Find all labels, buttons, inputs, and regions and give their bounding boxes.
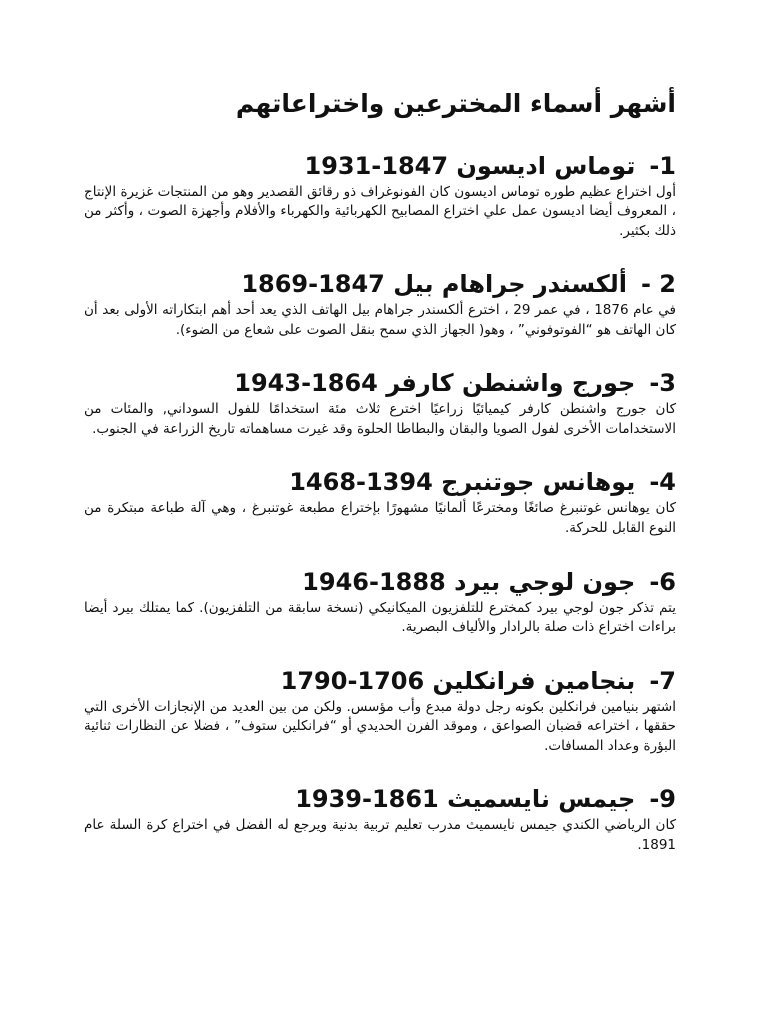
- entry-heading: [84, 467, 676, 497]
- inventor-entry: [84, 567, 676, 638]
- document-page: [84, 88, 676, 884]
- entry-description: اشتهر بنيامين فرانكلين بكونه رجل دولة مبدع وأب مؤسس. ولكن من بين العديد من الإنجازات الأخرى التي حققها ، اختراعه قضبان الصواعق ، وموقد الفرن الحديدي أو “فرانكلين ستوف” ، فضلا عن النظارات ثنائية البؤرة وعداد المسافات.: [84, 698, 676, 754]
- inventor-entry: [84, 666, 676, 757]
- page-title: أشهر أسماء المخترعين واختراعاتهم: [235, 89, 676, 118]
- entry-description: كان الرياضي الكندي جيمس نايسميث مدرب تعليم تربية بدنية ويرجع له الفضل في اختراع كرة السلة عام 1891.: [84, 817, 676, 853]
- entry-heading: [84, 151, 676, 181]
- entry-heading: [84, 368, 676, 398]
- inventor-entry: [84, 368, 676, 439]
- inventor-entry: [84, 784, 676, 855]
- entry-title: ألكسندر جراهام بيل 1847-1869: [241, 270, 627, 299]
- entry-number: 6-: [649, 567, 676, 596]
- entry-title: جيمس نايسميث 1861-1939: [295, 785, 636, 814]
- entry-description: أول اختراع عظيم طوره توماس اديسون كان الفونوغراف ذو رقائق القصدير وهو من المنتجات غزيرة الإنتاج ، المعروف أيضا اديسون عمل علي اختراع المصابيح الكهربائية والكهرباء والأفلام وأجهزة الصوت ، وأكثر من ذلك بكثير.: [84, 183, 676, 239]
- entry-title: توماس اديسون 1847-1931: [304, 151, 636, 180]
- entry-number: 1-: [649, 151, 676, 180]
- entry-heading: [84, 784, 676, 814]
- entry-title: بنجامين فرانكلين 1706-1790: [280, 666, 636, 695]
- entry-number: 7-: [649, 666, 676, 695]
- inventor-entry: [84, 151, 676, 242]
- entry-title: جون لوجي بيرد 1888-1946: [302, 567, 636, 596]
- inventor-entry: [84, 269, 676, 340]
- entry-number: 3-: [649, 369, 676, 398]
- entry-number: 2 -: [640, 270, 676, 299]
- entry-heading: [84, 269, 676, 299]
- inventor-entry: [84, 467, 676, 538]
- entry-heading: [84, 567, 676, 597]
- entry-title: جورج واشنطن كارفر 1864-1943: [234, 369, 636, 398]
- entry-number: 9-: [649, 785, 676, 814]
- entry-number: 4-: [649, 468, 676, 497]
- entry-description: في عام 1876 ، في عمر 29 ، اخترع ألكسندر جراهام بيل الهاتف الذي يعد أحد أهم ابتكاراته الأولى بعد أن كان الهاتف هو “الفوتوفوني” ، وهو( الجهاز الذي سمح بنقل الصوت على شعاع من الضوء).: [84, 302, 676, 338]
- entry-description: كان جورج واشنطن كارفر كيميائيًا زراعيًا اخترع ثلاث مئة استخدامًا للفول السوداني, والمئات من الاستخدامات الأخرى لفول الصويا والبقان والبطاطا الحلوة وقد غيرت مساهماته تاريخ الزراعة في الجنوب.: [84, 401, 676, 437]
- entry-description: يتم تذكر جون لوجي بيرد كمخترع للتلفزيون الميكانيكي (نسخة سابقة من التلفزيون). كما يمتلك بيرد أيضا براءات اختراع ذات صلة بالرادار والألياف البصرية.: [84, 599, 676, 636]
- entry-title: يوهانس جوتنبرج 1394-1468: [289, 468, 636, 497]
- entry-heading: [84, 666, 676, 696]
- entry-description: كان يوهانس غوتنبرغ صائغًا ومخترعًا ألمانيًا مشهورًا بإختراع مطبعة غوتنبرغ ، وهي آلة طباعة مبتكرة من النوع القابل للحركة.: [84, 500, 676, 536]
